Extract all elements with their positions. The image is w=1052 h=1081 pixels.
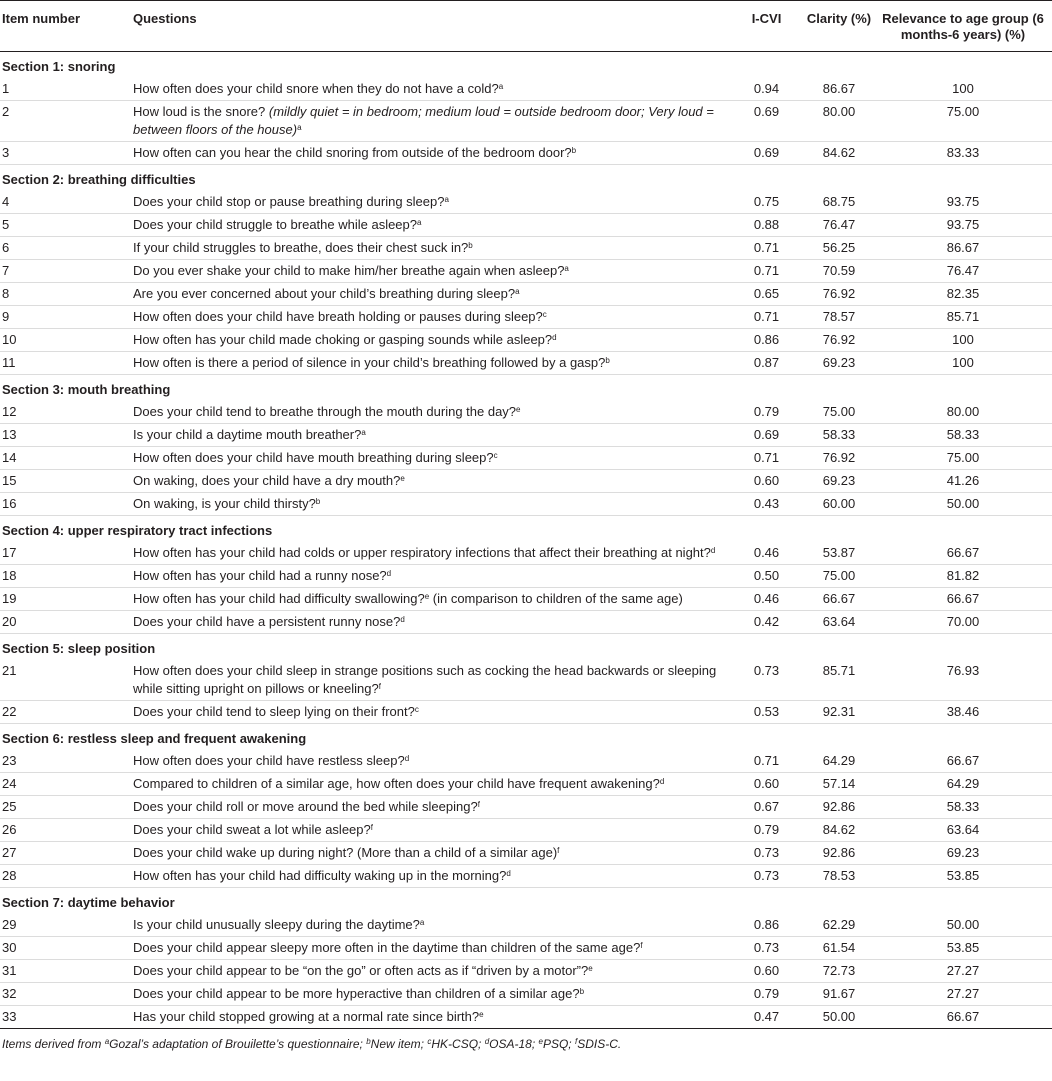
- table-row: [0, 470, 1052, 493]
- icvi-value: 0.50: [731, 565, 804, 588]
- table-row: [0, 611, 1052, 634]
- question-text: How often has your child had difficulty waking up in the morning?$^d$: [131, 865, 731, 888]
- relevance-value: 58.33: [876, 424, 1052, 447]
- icvi-value: 0.71: [731, 237, 804, 260]
- icvi-value: 0.73: [731, 660, 804, 701]
- question-text: How often does your child snore when they do not have a cold?$^a$: [131, 78, 731, 101]
- question-text: Does your child roll or move around the bed while sleeping?$^f$: [131, 796, 731, 819]
- table-row: [0, 352, 1052, 375]
- table-row: [0, 401, 1052, 424]
- question-text: Is your child unusually sleepy during the daytime?$^a$: [131, 914, 731, 937]
- relevance-value: 86.67: [876, 237, 1052, 260]
- section-row: [0, 52, 1052, 79]
- clarity-value: 56.25: [804, 237, 876, 260]
- table-row: [0, 260, 1052, 283]
- question-text: Does your child wake up during night? (More than a child of a similar age)$^f$: [131, 842, 731, 865]
- icvi-value: 0.46: [731, 542, 804, 565]
- item-number: 22: [0, 701, 131, 724]
- clarity-value: 76.92: [804, 329, 876, 352]
- icvi-value: 0.73: [731, 842, 804, 865]
- section-row: [0, 634, 1052, 661]
- item-number: 31: [0, 960, 131, 983]
- item-number: 23: [0, 750, 131, 773]
- clarity-value: 78.53: [804, 865, 876, 888]
- question-text: How often has your child had colds or upper respiratory infections that affect their breathing at night?$^d$: [131, 542, 731, 565]
- icvi-value: 0.86: [731, 914, 804, 937]
- table-footnote: Items derived from $^a$Gozal’s adaptation of Brouilette’s questionnaire; $^b$New item; $^c$HK-CSQ; $^d$OSA-18; $^e$PSQ; $^f$SDIS-C.: [2, 1037, 622, 1051]
- item-number: 27: [0, 842, 131, 865]
- item-number: 26: [0, 819, 131, 842]
- question-text: How often does your child have mouth breathing during sleep?$^c$: [131, 447, 731, 470]
- item-number: 32: [0, 983, 131, 1006]
- section-title: Section 6: restless sleep and frequent awakening: [2, 731, 307, 746]
- clarity-value: 75.00: [804, 565, 876, 588]
- table-row: [0, 960, 1052, 983]
- question-text: On waking, does your child have a dry mouth?$^e$: [131, 470, 731, 493]
- item-number: 3: [0, 142, 131, 165]
- icvi-value: 0.79: [731, 983, 804, 1006]
- section-row: [0, 888, 1052, 915]
- section-row: [0, 516, 1052, 543]
- clarity-value: 66.67: [804, 588, 876, 611]
- icvi-value: 0.65: [731, 283, 804, 306]
- item-number: 29: [0, 914, 131, 937]
- item-number: 7: [0, 260, 131, 283]
- clarity-value: 76.92: [804, 283, 876, 306]
- item-number: 4: [0, 191, 131, 214]
- clarity-value: 50.00: [804, 1006, 876, 1029]
- table-row: [0, 937, 1052, 960]
- icvi-value: 0.53: [731, 701, 804, 724]
- section-title: Section 5: sleep position: [2, 641, 156, 656]
- clarity-value: 85.71: [804, 660, 876, 701]
- relevance-value: 27.27: [876, 983, 1052, 1006]
- relevance-value: 100: [876, 329, 1052, 352]
- relevance-value: 66.67: [876, 1006, 1052, 1029]
- relevance-value: 66.67: [876, 750, 1052, 773]
- icvi-value: 0.87: [731, 352, 804, 375]
- question-text: Compared to children of a similar age, how often does your child have frequent awakening?$^d$: [131, 773, 731, 796]
- clarity-value: 84.62: [804, 819, 876, 842]
- icvi-value: 0.69: [731, 424, 804, 447]
- table-row: [0, 914, 1052, 937]
- item-number: 11: [0, 352, 131, 375]
- item-number: 6: [0, 237, 131, 260]
- relevance-value: 80.00: [876, 401, 1052, 424]
- relevance-value: 66.67: [876, 588, 1052, 611]
- item-number: 5: [0, 214, 131, 237]
- icvi-value: 0.42: [731, 611, 804, 634]
- table-row: [0, 142, 1052, 165]
- section-title: Section 3: mouth breathing: [2, 382, 171, 397]
- section-row: [0, 724, 1052, 751]
- question-text: Does your child appear sleepy more often in the daytime than children of the same age?$^f$: [131, 937, 731, 960]
- table-row: [0, 1006, 1052, 1029]
- item-number: 33: [0, 1006, 131, 1029]
- item-number: 10: [0, 329, 131, 352]
- item-number: 2: [0, 101, 131, 142]
- relevance-value: 75.00: [876, 101, 1052, 142]
- relevance-value: 70.00: [876, 611, 1052, 634]
- relevance-value: 100: [876, 78, 1052, 101]
- icvi-value: 0.60: [731, 960, 804, 983]
- question-text: Does your child struggle to breathe while asleep?$^a$: [131, 214, 731, 237]
- clarity-value: 68.75: [804, 191, 876, 214]
- clarity-value: 69.23: [804, 352, 876, 375]
- table-row: [0, 424, 1052, 447]
- section-title: Section 2: breathing difficulties: [2, 172, 196, 187]
- question-text: How often can you hear the child snoring from outside of the bedroom door?$^b$: [131, 142, 731, 165]
- clarity-value: 92.86: [804, 796, 876, 819]
- icvi-value: 0.71: [731, 260, 804, 283]
- item-number: 20: [0, 611, 131, 634]
- table-row: [0, 542, 1052, 565]
- question-text: Does your child sweat a lot while asleep?$^f$: [131, 819, 731, 842]
- icvi-value: 0.94: [731, 78, 804, 101]
- clarity-value: 58.33: [804, 424, 876, 447]
- clarity-value: 86.67: [804, 78, 876, 101]
- table-row: [0, 983, 1052, 1006]
- header-row: [0, 1, 1052, 52]
- clarity-value: 76.92: [804, 447, 876, 470]
- icvi-value: 0.73: [731, 937, 804, 960]
- relevance-value: 50.00: [876, 914, 1052, 937]
- relevance-value: 81.82: [876, 565, 1052, 588]
- question-text: How loud is the snore? (mildly quiet = in bedroom; medium loud = outside bedroom door; Very loud = between floors of the house)$^a$: [131, 101, 731, 142]
- item-number: 9: [0, 306, 131, 329]
- clarity-value: 92.86: [804, 842, 876, 865]
- table-row: [0, 565, 1052, 588]
- clarity-value: 78.57: [804, 306, 876, 329]
- question-text: How often does your child have restless sleep?$^d$: [131, 750, 731, 773]
- item-number: 18: [0, 565, 131, 588]
- icvi-value: 0.71: [731, 306, 804, 329]
- table-row: [0, 701, 1052, 724]
- icvi-value: 0.43: [731, 493, 804, 516]
- item-number: 30: [0, 937, 131, 960]
- item-number: 1: [0, 78, 131, 101]
- header-icvi: I-CVI: [731, 1, 804, 52]
- relevance-value: 58.33: [876, 796, 1052, 819]
- item-number: 25: [0, 796, 131, 819]
- table-row: [0, 447, 1052, 470]
- relevance-value: 93.75: [876, 191, 1052, 214]
- question-text: On waking, is your child thirsty?$^b$: [131, 493, 731, 516]
- item-number: 12: [0, 401, 131, 424]
- icvi-value: 0.79: [731, 819, 804, 842]
- item-number: 8: [0, 283, 131, 306]
- header-item-number: Item number: [0, 1, 131, 52]
- clarity-value: 76.47: [804, 214, 876, 237]
- section-title: Section 7: daytime behavior: [2, 895, 175, 910]
- question-text: How often does your child have breath holding or pauses during sleep?$^c$: [131, 306, 731, 329]
- icvi-value: 0.60: [731, 773, 804, 796]
- icvi-value: 0.71: [731, 447, 804, 470]
- icvi-value: 0.71: [731, 750, 804, 773]
- header-clarity: Clarity (%): [804, 1, 876, 52]
- table-row: [0, 773, 1052, 796]
- item-number: 24: [0, 773, 131, 796]
- section-row: [0, 165, 1052, 192]
- table-row: [0, 588, 1052, 611]
- item-number: 15: [0, 470, 131, 493]
- header-relevance: Relevance to age group (6 months-6 years) (%): [876, 1, 1052, 52]
- question-text: How often has your child had difficulty swallowing?$^e$ (in comparison to children of the same age): [131, 588, 731, 611]
- question-text: Does your child stop or pause breathing during sleep?$^a$: [131, 191, 731, 214]
- clarity-value: 60.00: [804, 493, 876, 516]
- table-row: [0, 842, 1052, 865]
- relevance-value: 53.85: [876, 937, 1052, 960]
- relevance-value: 27.27: [876, 960, 1052, 983]
- table-row: [0, 796, 1052, 819]
- item-number: 19: [0, 588, 131, 611]
- clarity-value: 75.00: [804, 401, 876, 424]
- table-row: [0, 237, 1052, 260]
- clarity-value: 70.59: [804, 260, 876, 283]
- question-text: Are you ever concerned about your child’s breathing during sleep?$^a$: [131, 283, 731, 306]
- table-row: [0, 306, 1052, 329]
- icvi-value: 0.73: [731, 865, 804, 888]
- section-title: Section 4: upper respiratory tract infections: [2, 523, 273, 538]
- question-text: How often is there a period of silence in your child’s breathing followed by a gasp?$^b$: [131, 352, 731, 375]
- table-row: [0, 214, 1052, 237]
- question-text: How often has your child had a runny nose?$^d$: [131, 565, 731, 588]
- question-text: Has your child stopped growing at a normal rate since birth?$^e$: [131, 1006, 731, 1029]
- question-text: Does your child appear to be more hyperactive than children of a similar age?$^b$: [131, 983, 731, 1006]
- question-text: Does your child tend to sleep lying on their front?$^c$: [131, 701, 731, 724]
- question-text: Do you ever shake your child to make him/her breathe again when asleep?$^a$: [131, 260, 731, 283]
- table-row: [0, 493, 1052, 516]
- relevance-value: 38.46: [876, 701, 1052, 724]
- icvi-value: 0.60: [731, 470, 804, 493]
- question-text: Does your child appear to be “on the go” or often acts as if “driven by a motor”?$^e$: [131, 960, 731, 983]
- item-number: 28: [0, 865, 131, 888]
- table-row: [0, 78, 1052, 101]
- icvi-value: 0.88: [731, 214, 804, 237]
- clarity-value: 64.29: [804, 750, 876, 773]
- question-text: If your child struggles to breathe, does their chest suck in?$^b$: [131, 237, 731, 260]
- clarity-value: 63.64: [804, 611, 876, 634]
- clarity-value: 53.87: [804, 542, 876, 565]
- section-row: [0, 375, 1052, 402]
- relevance-value: 66.67: [876, 542, 1052, 565]
- icvi-value: 0.75: [731, 191, 804, 214]
- icvi-value: 0.46: [731, 588, 804, 611]
- icvi-value: 0.69: [731, 101, 804, 142]
- table-row: [0, 865, 1052, 888]
- item-number: 14: [0, 447, 131, 470]
- relevance-value: 41.26: [876, 470, 1052, 493]
- relevance-value: 53.85: [876, 865, 1052, 888]
- table-row: [0, 660, 1052, 701]
- clarity-value: 91.67: [804, 983, 876, 1006]
- clarity-value: 80.00: [804, 101, 876, 142]
- table-row: [0, 329, 1052, 352]
- icvi-value: 0.47: [731, 1006, 804, 1029]
- clarity-value: 62.29: [804, 914, 876, 937]
- relevance-value: 76.47: [876, 260, 1052, 283]
- clarity-value: 92.31: [804, 701, 876, 724]
- question-text: Does your child have a persistent runny nose?$^d$: [131, 611, 731, 634]
- item-number: 13: [0, 424, 131, 447]
- question-text: Does your child tend to breathe through the mouth during the day?$^e$: [131, 401, 731, 424]
- clarity-value: 57.14: [804, 773, 876, 796]
- relevance-value: 64.29: [876, 773, 1052, 796]
- table-row: [0, 283, 1052, 306]
- clarity-value: 61.54: [804, 937, 876, 960]
- icvi-value: 0.67: [731, 796, 804, 819]
- item-number: 21: [0, 660, 131, 701]
- question-text: Is your child a daytime mouth breather?$^a$: [131, 424, 731, 447]
- relevance-value: 50.00: [876, 493, 1052, 516]
- question-text: How often does your child sleep in strange positions such as cocking the head backwards or sleeping while sitting upright on pillows or kneeling?$^f$: [131, 660, 731, 701]
- icvi-value: 0.69: [731, 142, 804, 165]
- header-questions: Questions: [131, 1, 731, 52]
- relevance-value: 100: [876, 352, 1052, 375]
- relevance-value: 63.64: [876, 819, 1052, 842]
- relevance-value: 75.00: [876, 447, 1052, 470]
- relevance-value: 76.93: [876, 660, 1052, 701]
- table-row: [0, 819, 1052, 842]
- section-title: Section 1: snoring: [2, 59, 116, 74]
- question-text: How often has your child made choking or gasping sounds while asleep?$^d$: [131, 329, 731, 352]
- table-row: [0, 750, 1052, 773]
- relevance-value: 93.75: [876, 214, 1052, 237]
- icvi-value: 0.86: [731, 329, 804, 352]
- item-number: 16: [0, 493, 131, 516]
- relevance-value: 69.23: [876, 842, 1052, 865]
- relevance-value: 85.71: [876, 306, 1052, 329]
- clarity-value: 69.23: [804, 470, 876, 493]
- item-number: 17: [0, 542, 131, 565]
- clarity-value: 84.62: [804, 142, 876, 165]
- relevance-value: 83.33: [876, 142, 1052, 165]
- table-row: [0, 101, 1052, 142]
- icvi-value: 0.79: [731, 401, 804, 424]
- table-row: [0, 191, 1052, 214]
- relevance-value: 82.35: [876, 283, 1052, 306]
- clarity-value: 72.73: [804, 960, 876, 983]
